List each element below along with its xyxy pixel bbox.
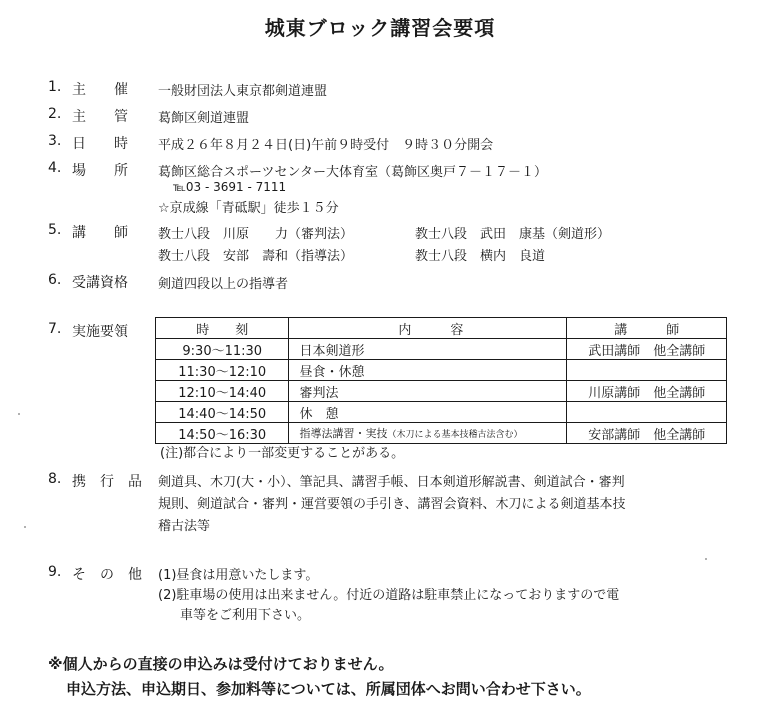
lecturer-entry: 教士八段 川原 力（審判法） [158, 227, 354, 242]
schedule-content [289, 423, 567, 444]
item-9-number: 9. [48, 564, 62, 580]
venue-access: ☆京成線「青砥駅」徒歩１５分 [158, 201, 339, 216]
item-8-number: 8. [48, 471, 62, 487]
scan-speck [705, 558, 707, 560]
schedule-note: (注)都合により一部変更することがある。 [160, 446, 405, 461]
schedule-content: 昼食・休憩 [289, 360, 567, 381]
item-6-number: 6. [48, 272, 62, 288]
schedule-lecturer [567, 360, 727, 381]
item-9-line: (1)昼食は用意いたします。 [158, 568, 319, 583]
schedule-row [156, 423, 727, 444]
item-8-line: 稽古法等 [158, 519, 211, 534]
schedule-time: 11:30～12:10 [156, 360, 289, 381]
notice-line: ※個人からの直接の申込みは受付けておりません。 [48, 655, 394, 673]
schedule-time: 12:10～14:40 [156, 381, 289, 402]
item-9-label: そ の 他 [72, 567, 142, 583]
item-2-value: 葛飾区剣道連盟 [158, 111, 250, 126]
schedule-content-main: 指導法講習・実技 [299, 427, 388, 440]
item-8-line: 剣道具、木刀(大・小）、筆記具、講習手帳、日本剣道形解説書、剣道試合・審判 [158, 475, 625, 490]
scan-speck [24, 526, 26, 528]
item-8-label: 携 行 品 [72, 474, 142, 490]
schedule-content-note: （木刀による基本技稽古法含む） [387, 430, 523, 440]
schedule-content: 審判法 [289, 381, 567, 402]
item-3-label: 日 時 [72, 136, 128, 152]
item-1-label: 主 催 [72, 82, 128, 98]
item-2-label: 主 管 [72, 109, 128, 125]
schedule-header-lecturer: 講 師 [567, 318, 727, 339]
schedule-lecturer [567, 402, 727, 423]
schedule-header-row [156, 318, 727, 339]
item-5-label: 講 師 [72, 225, 128, 241]
item-9-line: (2)駐車場の使用は出来ません。付近の道路は駐車禁止になっておりますので電 [158, 588, 620, 603]
page-title: 城東ブロック講習会要項 [264, 16, 496, 40]
schedule-time: 9:30～11:30 [156, 339, 289, 360]
schedule-time: 14:50～16:30 [156, 423, 289, 444]
notice-line: 申込方法、申込期日、参加料等については、所属団体へお問い合わせ下さい。 [66, 680, 591, 698]
item-3-value: 平成２６年８月２４日(日)午前９時受付 ９時３０分開会 [158, 138, 494, 153]
schedule-time: 14:40～14:50 [156, 402, 289, 423]
schedule-lecturer: 川原講師 他全講師 [567, 381, 727, 402]
schedule-content: 休 憩 [289, 402, 567, 423]
schedule-row [156, 339, 727, 360]
schedule-content: 日本剣道形 [289, 339, 567, 360]
item-1-number: 1. [48, 79, 62, 95]
schedule-header-time: 時 刻 [156, 318, 289, 339]
schedule-header-content: 内 容 [289, 318, 567, 339]
item-8-line: 規則、剣道試合・審判・運営要領の手引き、講習会資料、木刀による剣道基本技 [158, 497, 626, 512]
venue-telephone: ℡03 - 3691 - 7111 [173, 180, 287, 194]
schedule-lecturer: 安部講師 他全講師 [567, 423, 727, 444]
schedule-row [156, 360, 727, 381]
schedule-row [156, 402, 727, 423]
item-7-label: 実施要領 [72, 324, 128, 340]
scan-speck [18, 413, 20, 415]
item-9-line: 車等をご利用下さい。 [180, 608, 311, 623]
item-7-number: 7. [48, 321, 62, 337]
item-3-number: 3. [48, 133, 62, 149]
lecturer-entry: 教士八段 横内 良道 [415, 249, 546, 264]
item-2-number: 2. [48, 106, 62, 122]
lecturer-entry: 教士八段 武田 康基（剣道形） [415, 227, 611, 242]
schedule-table [155, 317, 727, 444]
lecturer-entry: 教士八段 安部 壽和（指導法） [158, 249, 354, 264]
item-4-number: 4. [48, 160, 62, 176]
item-6-label: 受講資格 [72, 275, 128, 291]
schedule-lecturer: 武田講師 他全講師 [567, 339, 727, 360]
schedule-row [156, 381, 727, 402]
item-4-value: 葛飾区総合スポーツセンター大体育室（葛飾区奥戸７－１７－１） [158, 165, 547, 180]
item-5-number: 5. [48, 222, 62, 238]
item-4-label: 場 所 [72, 163, 128, 179]
item-1-value: 一般財団法人東京都剣道連盟 [158, 84, 328, 99]
item-6-value: 剣道四段以上の指導者 [158, 277, 289, 292]
